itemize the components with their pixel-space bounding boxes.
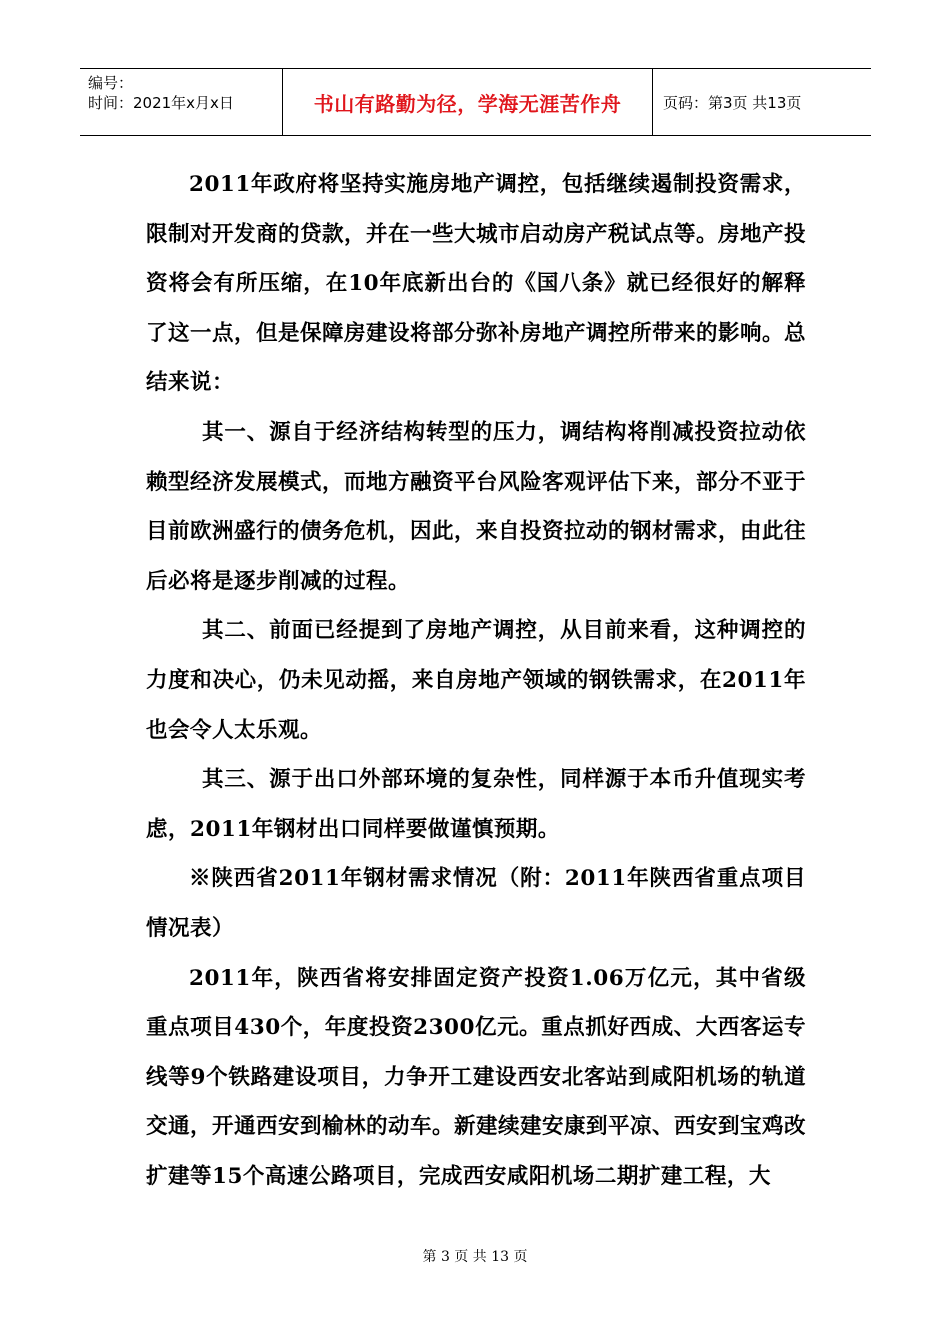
paragraph-shaanxi-heading: ※陕西省2011年钢材需求情况（附：2011年陕西省重点项目情况表） (146, 866, 806, 941)
paragraph-point-one: 其一、源自于经济结构转型的压力，调结构将削减投资拉动依赖型经济发展模式，而地方融资平台风险客观评估下来，部分不亚于目前欧洲盛行的债务危机，因此，来自投资拉动的钢材需求，由此往后必将是逐步削减的过程。 (146, 419, 807, 594)
time-label: 时间：2021年x月x日 (88, 94, 234, 112)
paragraph-point-three: 其三、源于出口外部环境的复杂性，同样源于本币升值现实考虑，2011年钢材出口同样要做谨慎预期。 (146, 767, 806, 842)
page-footer: 第 3 页 共 13 页 (422, 1249, 528, 1265)
header-meta (80, 69, 282, 135)
header-motto: 书山有路勤为径，学海无涯苦作舟 (282, 69, 653, 135)
page-header (80, 68, 871, 136)
paragraph-intro: 2011年政府将坚持实施房地产调控，包括继续遏制投资需求，限制对开发商的贷款，并在一些大城市启动房产税试点等。房地产投资将会有所压缩，在10年底新出台的《国八条》就已经很好的解释了这一点，但是保障房建设将部分弥补房地产调控所带来的影响。总结来说： (146, 172, 807, 396)
header-page-code: 页码：第3页 共13页 (663, 93, 802, 112)
document-body (146, 160, 806, 1201)
paragraph-shaanxi-investment: 2011年，陕西省将安排固定资产投资1.06万亿元，其中省级重点项目430个，年度投资2300亿元。重点抓好西成、大西客运专线等9个铁路建设项目，力争开工建设西安北客站到咸阳机场的轨道交通，开通西安到榆林的动车。新建续建安康到平凉、西安到宝鸡改扩建等15个高速公路项目，完成西安咸阳机场二期扩建工程，大 (146, 965, 807, 1189)
number-label: 编号： (88, 74, 134, 92)
paragraph-point-two: 其二、前面已经提到了房地产调控，从目前来看，这种调控的力度和决心，仍未见动摇，来自房地产领域的钢铁需求，在2011年也会令人太乐观。 (146, 618, 806, 743)
